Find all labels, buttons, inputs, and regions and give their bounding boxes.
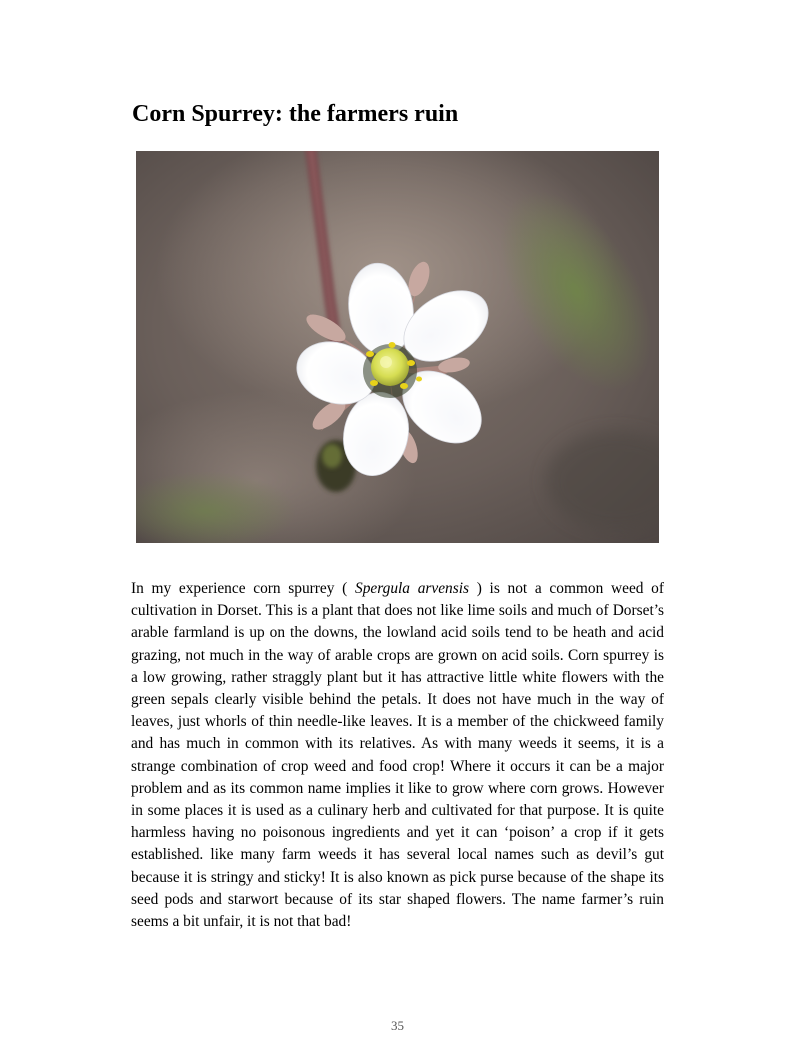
page-title: Corn Spurrey: the farmers ruin (132, 101, 459, 127)
body-paragraph (131, 578, 664, 933)
flower-photo (136, 151, 659, 543)
body-text-intro: In my experience corn spurrey ( (131, 580, 355, 597)
page-number: 35 (391, 1018, 404, 1033)
species-name: Spergula arvensis (355, 580, 470, 597)
body-text-main: ) is not a common weed of cultivation in Dorset. This is a plant that does not like lime soils and much of Dorset’s arable farmland is up on the downs, the lowland acid soils tend to be heath and acid grazing, not much in the way of arable crops are grown on acid soils. Corn spurrey is a low growing, rather straggly plant but it has attractive little white flowers with the green sepals clearly visible behind the petals. It does not have much in the way of leaves, just whorls of thin needle-like leaves. It is a member of the chickweed family and has much in common with its relatives. As with many weeds it seems, it is a strange combination of crop weed and food crop! Where it occurs it can be a major problem and as its common name implies it like to grow where corn grows. However in some places it is used as a culinary herb and cultivated for that purpose. It is quite harmless having no poisonous ingredients and yet it can ‘poison’ a crop if it gets established. like many farm weeds it has several local names such as devil’s gut because it is stringy and sticky! It is also known as pick purse because of the shape its seed pods and starwort because of its star shaped flowers. The name farmer’s ruin seems a bit unfair, it is not that bad! (131, 580, 664, 931)
